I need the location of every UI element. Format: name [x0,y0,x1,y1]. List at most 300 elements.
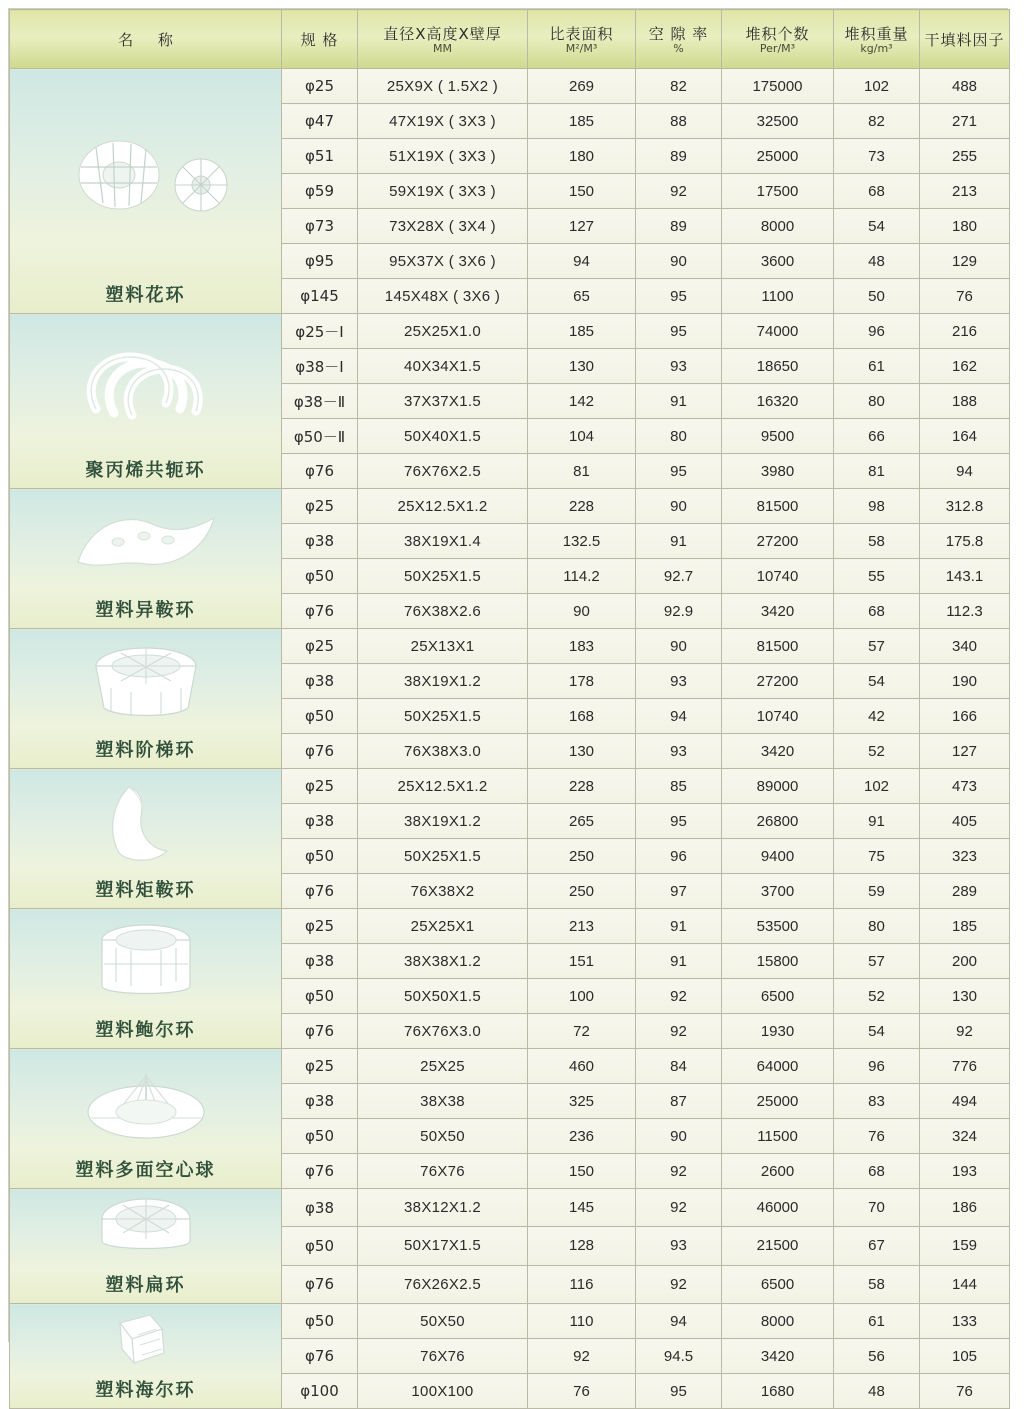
plastic-intalox-saddle-icon [10,489,281,596]
product-cell [10,1304,282,1409]
cell-specific-area: 180 [528,139,636,174]
cell-bulk-weight: 80 [834,909,920,944]
cell-specific-area: 81 [528,454,636,489]
cell-dimensions: 76X76 [358,1154,528,1189]
cell-specific-area: 100 [528,979,636,1014]
cell-packing-factor: 186 [920,1189,1010,1227]
cell-bulk-weight: 102 [834,69,920,104]
product-cell [10,909,282,1049]
cell-piece-count: 89000 [722,769,834,804]
cell-piece-count: 2600 [722,1154,834,1189]
cell-void-fraction: 90 [636,1119,722,1154]
cell-packing-factor: 127 [920,734,1010,769]
cell-void-fraction: 92 [636,1154,722,1189]
product-name: 塑料鲍尔环 [95,1020,196,1041]
cell-dimensions: 50X25X1.5 [358,839,528,874]
cell-void-fraction: 84 [636,1049,722,1084]
cell-spec: φ38 [282,944,358,979]
cell-dimensions: 50X50 [358,1119,528,1154]
cell-spec: φ95 [282,244,358,279]
cell-spec: φ50 [282,559,358,594]
cell-void-fraction: 94 [636,699,722,734]
cell-spec: φ25 [282,909,358,944]
cell-bulk-weight: 76 [834,1119,920,1154]
cell-packing-factor: 289 [920,874,1010,909]
cell-piece-count: 17500 [722,174,834,209]
cell-void-fraction: 91 [636,944,722,979]
cell-bulk-weight: 61 [834,1304,920,1339]
cell-packing-factor: 76 [920,1374,1010,1409]
cell-void-fraction: 95 [636,314,722,349]
cell-piece-count: 81500 [722,489,834,524]
cell-specific-area: 130 [528,349,636,384]
table-row [10,769,1010,804]
cell-specific-area: 183 [528,629,636,664]
cell-spec: φ76 [282,1339,358,1374]
cell-piece-count: 3420 [722,594,834,629]
cell-void-fraction: 94 [636,1304,722,1339]
cell-piece-count: 9400 [722,839,834,874]
cell-void-fraction: 89 [636,209,722,244]
cell-spec: φ76 [282,734,358,769]
cell-bulk-weight: 57 [834,944,920,979]
cell-specific-area: 325 [528,1084,636,1119]
cell-specific-area: 178 [528,664,636,699]
cell-packing-factor: 473 [920,769,1010,804]
cell-piece-count: 8000 [722,209,834,244]
cell-void-fraction: 92 [636,174,722,209]
cell-specific-area: 110 [528,1304,636,1339]
cell-void-fraction: 95 [636,804,722,839]
cell-void-fraction: 80 [636,419,722,454]
cell-spec: φ50 [282,1227,358,1265]
cell-packing-factor: 185 [920,909,1010,944]
cell-packing-factor: 213 [920,174,1010,209]
product-cell [10,1189,282,1304]
cell-spec: φ25 [282,629,358,664]
cell-bulk-weight: 68 [834,594,920,629]
cell-dimensions: 40X34X1.5 [358,349,528,384]
table-row [10,69,1010,104]
cell-dimensions: 47X19X ( 3X3 ) [358,104,528,139]
product-name: 塑料异鞍环 [95,600,196,621]
cell-dimensions: 100X100 [358,1374,528,1409]
cell-void-fraction: 82 [636,69,722,104]
cell-packing-factor: 175.8 [920,524,1010,559]
product-name: 塑料阶梯环 [95,740,196,761]
cell-spec: φ25－Ⅰ [282,314,358,349]
cell-packing-factor: 323 [920,839,1010,874]
cell-bulk-weight: 48 [834,1374,920,1409]
cell-piece-count: 3980 [722,454,834,489]
cell-specific-area: 90 [528,594,636,629]
cell-piece-count: 1680 [722,1374,834,1409]
table-row [10,1049,1010,1084]
cell-specific-area: 228 [528,489,636,524]
cell-piece-count: 3700 [722,874,834,909]
header-specific-area: 比表面积 M²/M³ [528,10,636,69]
product-cell [10,314,282,489]
cell-specific-area: 185 [528,314,636,349]
table-row [10,1189,1010,1227]
plastic-cascade-ring-icon [10,629,281,736]
cell-spec: φ25 [282,769,358,804]
cell-void-fraction: 92 [636,1189,722,1227]
header-bulk-weight: 堆积重量 kg/m³ [834,10,920,69]
cell-bulk-weight: 96 [834,1049,920,1084]
cell-spec: φ76 [282,1014,358,1049]
cell-piece-count: 46000 [722,1189,834,1227]
cell-bulk-weight: 42 [834,699,920,734]
cell-packing-factor: 105 [920,1339,1010,1374]
cell-specific-area: 130 [528,734,636,769]
cell-void-fraction: 93 [636,734,722,769]
cell-specific-area: 250 [528,839,636,874]
cell-piece-count: 25000 [722,139,834,174]
table-body [10,69,1010,1409]
cell-specific-area: 269 [528,69,636,104]
cell-bulk-weight: 83 [834,1084,920,1119]
cell-bulk-weight: 55 [834,559,920,594]
cell-packing-factor: 164 [920,419,1010,454]
cell-dimensions: 38X19X1.2 [358,804,528,839]
cell-dimensions: 95X37X ( 3X6 ) [358,244,528,279]
cell-packing-factor: 133 [920,1304,1010,1339]
cell-dimensions: 25X12.5X1.2 [358,769,528,804]
cell-void-fraction: 92 [636,1265,722,1303]
cell-void-fraction: 95 [636,1374,722,1409]
product-cell [10,489,282,629]
cell-spec: φ38 [282,524,358,559]
cell-void-fraction: 94.5 [636,1339,722,1374]
cell-bulk-weight: 54 [834,1014,920,1049]
cell-bulk-weight: 48 [834,244,920,279]
cell-bulk-weight: 52 [834,734,920,769]
cell-bulk-weight: 54 [834,664,920,699]
cell-specific-area: 65 [528,279,636,314]
cell-dimensions: 50X50 [358,1304,528,1339]
cell-dimensions: 38X19X1.4 [358,524,528,559]
cell-spec: φ47 [282,104,358,139]
cell-bulk-weight: 58 [834,524,920,559]
cell-piece-count: 26800 [722,804,834,839]
cell-dimensions: 50X17X1.5 [358,1227,528,1265]
cell-piece-count: 32500 [722,104,834,139]
cell-bulk-weight: 61 [834,349,920,384]
table-row [10,909,1010,944]
plastic-flat-ring-icon [10,1189,281,1271]
cell-piece-count: 25000 [722,1084,834,1119]
cell-packing-factor: 405 [920,804,1010,839]
cell-dimensions: 37X37X1.5 [358,384,528,419]
cell-void-fraction: 91 [636,384,722,419]
cell-bulk-weight: 73 [834,139,920,174]
cell-specific-area: 150 [528,1154,636,1189]
cell-bulk-weight: 80 [834,384,920,419]
product-name: 塑料花环 [105,285,186,306]
cell-piece-count: 1100 [722,279,834,314]
cell-bulk-weight: 91 [834,804,920,839]
cell-spec: φ73 [282,209,358,244]
cell-dimensions: 25X9X ( 1.5X2 ) [358,69,528,104]
cell-dimensions: 38X38 [358,1084,528,1119]
cell-spec: φ59 [282,174,358,209]
cell-specific-area: 145 [528,1189,636,1227]
cell-piece-count: 3420 [722,734,834,769]
cell-specific-area: 460 [528,1049,636,1084]
product-name: 塑料矩鞍环 [95,880,196,901]
cell-bulk-weight: 66 [834,419,920,454]
cell-specific-area: 142 [528,384,636,419]
cell-piece-count: 27200 [722,524,834,559]
cell-void-fraction: 85 [636,769,722,804]
plastic-rectangular-saddle-icon [10,769,281,876]
cell-void-fraction: 87 [636,1084,722,1119]
cell-void-fraction: 95 [636,454,722,489]
cell-packing-factor: 271 [920,104,1010,139]
cell-packing-factor: 112.3 [920,594,1010,629]
cell-void-fraction: 97 [636,874,722,909]
cell-specific-area: 265 [528,804,636,839]
cell-spec: φ25 [282,489,358,524]
cell-bulk-weight: 58 [834,1265,920,1303]
cell-spec: φ76 [282,1154,358,1189]
cell-piece-count: 11500 [722,1119,834,1154]
cell-piece-count: 6500 [722,1265,834,1303]
cell-spec: φ145 [282,279,358,314]
cell-bulk-weight: 59 [834,874,920,909]
cell-piece-count: 16320 [722,384,834,419]
cell-piece-count: 53500 [722,909,834,944]
cell-piece-count: 10740 [722,559,834,594]
cell-spec: φ25 [282,1049,358,1084]
header-piece-count: 堆积个数 Per/M³ [722,10,834,69]
cell-packing-factor: 190 [920,664,1010,699]
cell-spec: φ38 [282,804,358,839]
cell-void-fraction: 92 [636,1014,722,1049]
cell-packing-factor: 159 [920,1227,1010,1265]
plastic-flower-ring-icon [10,69,281,281]
cell-piece-count: 8000 [722,1304,834,1339]
cell-specific-area: 228 [528,769,636,804]
table-row [10,314,1010,349]
cell-spec: φ38－Ⅱ [282,384,358,419]
cell-spec: φ50 [282,839,358,874]
cell-void-fraction: 93 [636,1227,722,1265]
product-cell [10,1049,282,1189]
cell-packing-factor: 494 [920,1084,1010,1119]
cell-specific-area: 213 [528,909,636,944]
cell-bulk-weight: 54 [834,209,920,244]
cell-dimensions: 73X28X ( 3X4 ) [358,209,528,244]
cell-spec: φ25 [282,69,358,104]
plastic-heilex-ring-icon [10,1304,281,1376]
product-cell [10,69,282,314]
cell-packing-factor: 340 [920,629,1010,664]
cell-void-fraction: 92 [636,979,722,1014]
cell-specific-area: 151 [528,944,636,979]
cell-dimensions: 50X50X1.5 [358,979,528,1014]
cell-void-fraction: 90 [636,244,722,279]
cell-dimensions: 25X25X1 [358,909,528,944]
cell-dimensions: 59X19X ( 3X3 ) [358,174,528,209]
cell-void-fraction: 91 [636,524,722,559]
cell-piece-count: 10740 [722,699,834,734]
cell-void-fraction: 96 [636,839,722,874]
cell-specific-area: 132.5 [528,524,636,559]
product-name: 塑料扁环 [105,1275,186,1296]
cell-packing-factor: 188 [920,384,1010,419]
cell-void-fraction: 89 [636,139,722,174]
cell-specific-area: 127 [528,209,636,244]
cell-dimensions: 25X12.5X1.2 [358,489,528,524]
cell-specific-area: 76 [528,1374,636,1409]
plastic-hollow-ball-icon [10,1049,281,1156]
cell-bulk-weight: 57 [834,629,920,664]
cell-packing-factor: 162 [920,349,1010,384]
cell-dimensions: 76X38X2 [358,874,528,909]
cell-bulk-weight: 50 [834,279,920,314]
cell-dimensions: 25X25X1.0 [358,314,528,349]
product-name: 塑料多面空心球 [75,1160,216,1181]
cell-specific-area: 250 [528,874,636,909]
cell-bulk-weight: 102 [834,769,920,804]
cell-void-fraction: 92.7 [636,559,722,594]
product-cell [10,629,282,769]
cell-dimensions: 145X48X ( 3X6 ) [358,279,528,314]
cell-specific-area: 116 [528,1265,636,1303]
cell-packing-factor: 312.8 [920,489,1010,524]
cell-spec: φ38 [282,664,358,699]
header-void-fraction: 空 隙 率 % [636,10,722,69]
cell-piece-count: 6500 [722,979,834,1014]
cell-spec: φ50－Ⅱ [282,419,358,454]
cell-specific-area: 236 [528,1119,636,1154]
cell-void-fraction: 92.9 [636,594,722,629]
cell-spec: φ50 [282,1304,358,1339]
cell-dimensions: 38X38X1.2 [358,944,528,979]
polypropylene-conjugate-ring-icon [10,314,281,456]
cell-dimensions: 50X25X1.5 [358,559,528,594]
cell-dimensions: 76X38X2.6 [358,594,528,629]
cell-dimensions: 76X76X2.5 [358,454,528,489]
cell-packing-factor: 144 [920,1265,1010,1303]
header-dry-packing-factor: 干填料因子 [920,10,1010,69]
cell-specific-area: 104 [528,419,636,454]
cell-dimensions: 51X19X ( 3X3 ) [358,139,528,174]
cell-dimensions: 25X13X1 [358,629,528,664]
header-dimensions: 直径X高度X壁厚 MM [358,10,528,69]
product-name: 塑料海尔环 [95,1380,196,1401]
product-cell [10,769,282,909]
cell-piece-count: 21500 [722,1227,834,1265]
cell-void-fraction: 88 [636,104,722,139]
cell-piece-count: 27200 [722,664,834,699]
cell-packing-factor: 255 [920,139,1010,174]
table-row [10,629,1010,664]
cell-piece-count: 1930 [722,1014,834,1049]
cell-specific-area: 150 [528,174,636,209]
cell-dimensions: 50X40X1.5 [358,419,528,454]
cell-void-fraction: 90 [636,489,722,524]
header-name: 名 称 [10,10,282,69]
cell-spec: φ51 [282,139,358,174]
cell-void-fraction: 93 [636,664,722,699]
cell-piece-count: 64000 [722,1049,834,1084]
cell-dimensions: 76X76X3.0 [358,1014,528,1049]
cell-void-fraction: 90 [636,629,722,664]
cell-packing-factor: 200 [920,944,1010,979]
cell-spec: φ50 [282,979,358,1014]
cell-bulk-weight: 67 [834,1227,920,1265]
cell-packing-factor: 130 [920,979,1010,1014]
plastic-pall-ring-icon [10,909,281,1016]
cell-bulk-weight: 98 [834,489,920,524]
cell-spec: φ50 [282,1119,358,1154]
header-row [10,10,1010,69]
cell-void-fraction: 91 [636,909,722,944]
cell-packing-factor: 488 [920,69,1010,104]
cell-packing-factor: 216 [920,314,1010,349]
cell-specific-area: 168 [528,699,636,734]
cell-piece-count: 3600 [722,244,834,279]
cell-dimensions: 38X12X1.2 [358,1189,528,1227]
table-row [10,1304,1010,1339]
header-spec: 规 格 [282,10,358,69]
cell-packing-factor: 92 [920,1014,1010,1049]
cell-dimensions: 38X19X1.2 [358,664,528,699]
cell-spec: φ76 [282,874,358,909]
cell-specific-area: 185 [528,104,636,139]
cell-packing-factor: 193 [920,1154,1010,1189]
cell-piece-count: 81500 [722,629,834,664]
cell-packing-factor: 180 [920,209,1010,244]
cell-void-fraction: 95 [636,279,722,314]
cell-bulk-weight: 75 [834,839,920,874]
cell-bulk-weight: 82 [834,104,920,139]
cell-bulk-weight: 68 [834,1154,920,1189]
cell-piece-count: 15800 [722,944,834,979]
table-row [10,489,1010,524]
cell-specific-area: 94 [528,244,636,279]
cell-packing-factor: 776 [920,1049,1010,1084]
cell-bulk-weight: 70 [834,1189,920,1227]
cell-specific-area: 72 [528,1014,636,1049]
cell-spec: φ76 [282,594,358,629]
cell-dimensions: 76X26X2.5 [358,1265,528,1303]
cell-dimensions: 76X38X3.0 [358,734,528,769]
cell-packing-factor: 324 [920,1119,1010,1154]
cell-specific-area: 92 [528,1339,636,1374]
cell-piece-count: 9500 [722,419,834,454]
cell-spec: φ76 [282,1265,358,1303]
cell-bulk-weight: 68 [834,174,920,209]
cell-spec: φ76 [282,454,358,489]
cell-piece-count: 74000 [722,314,834,349]
cell-void-fraction: 93 [636,349,722,384]
cell-dimensions: 76X76 [358,1339,528,1374]
cell-bulk-weight: 81 [834,454,920,489]
table-header [10,10,1010,69]
cell-spec: φ50 [282,699,358,734]
spec-sheet [8,8,1008,1401]
cell-specific-area: 114.2 [528,559,636,594]
cell-bulk-weight: 56 [834,1339,920,1374]
product-name: 聚丙烯共轭环 [85,460,206,481]
cell-spec: φ38 [282,1189,358,1227]
cell-bulk-weight: 96 [834,314,920,349]
cell-piece-count: 3420 [722,1339,834,1374]
